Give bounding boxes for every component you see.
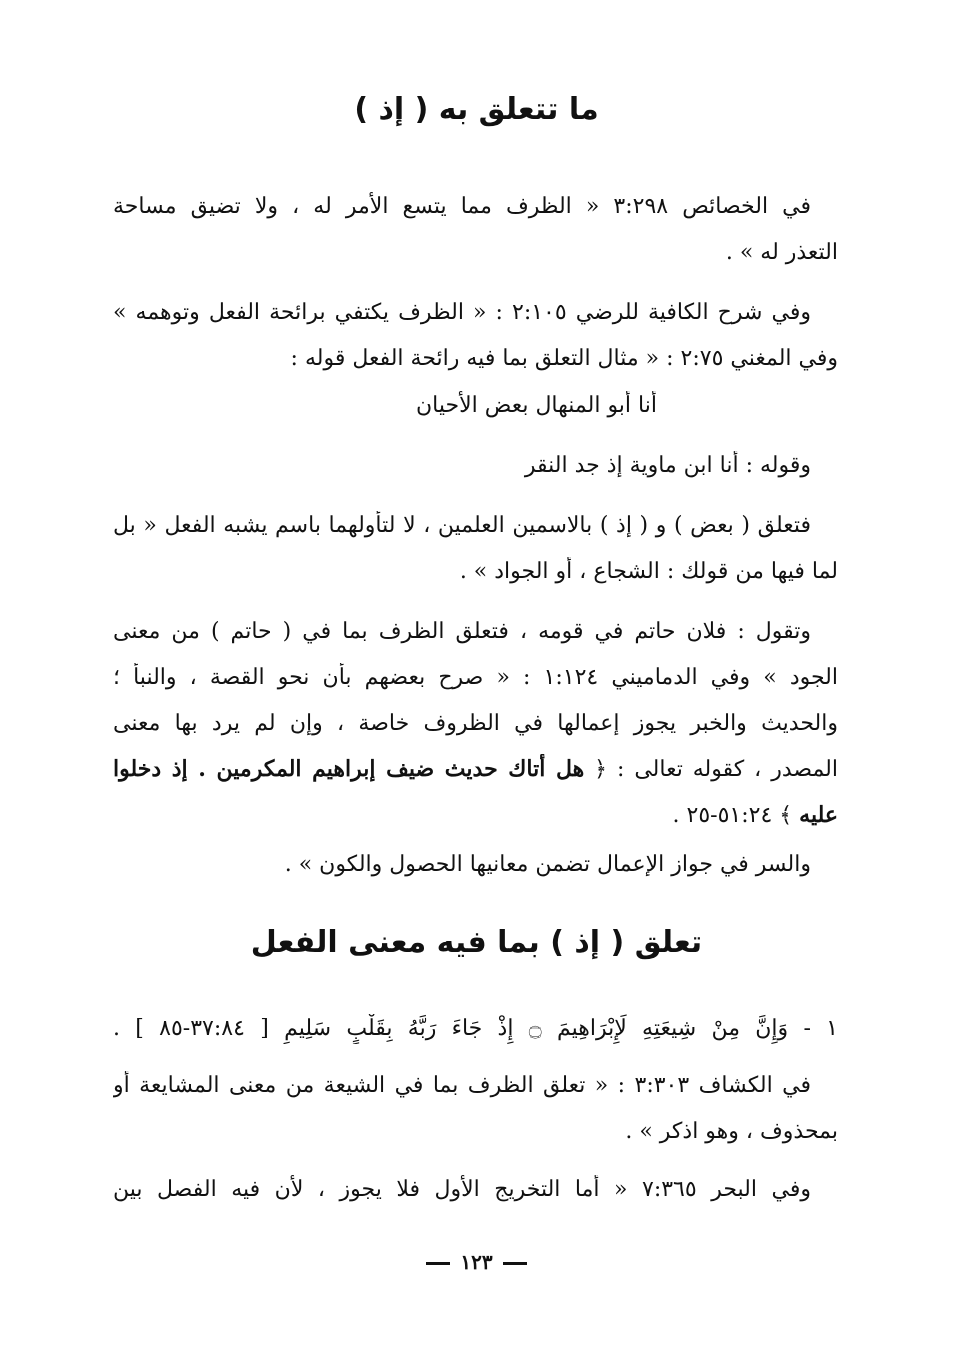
page-number-text: ١٢٣ [460, 1250, 493, 1274]
section-heading: ما تتعلق به ( إذ ) [354, 92, 599, 127]
text-run: ﴾ ٥١:٢٤-٢٥ . [672, 803, 793, 828]
paragraph-line: وتقول : فلان حاتم في قومه ، فتعلق الظرف بما في ( حاتم ) من معنى [113, 619, 811, 644]
paragraph-line: في الخصائص ٣:٢٩٨ « الظرف مما يتسع الأمر له ، ولا تضيق مساحة [113, 194, 811, 219]
quran-verse-line: ١ - وَإِنَّ مِنْ شِيعَتِهِ لَإِبْرَاهِيمَ ۝ إِذْ جَاءَ رَبَّهُ بِقَلْبٍ سَلِيمٍ [ ٣٧:٨٤-٨٥ ] . [113, 1016, 838, 1041]
page-number [0, 1250, 953, 1274]
paragraph-line: والحديث والخبر يجوز إعمالها في الظروف خاصة ، وإن لم يرد بها معنى [113, 711, 838, 736]
verse-line: أنا أبو المنهال بعض الأحيان [416, 393, 657, 418]
paragraph-line [113, 800, 838, 831]
paragraph-line: وقوله : أنا ابن ماوية إذ جد النقر [524, 453, 811, 478]
paragraph-line: بمحذوف ، وهو اذكر » . [625, 1119, 838, 1144]
paragraph-line: وفي شرح الكافية للرضي ٢:١٠٥ : « الظرف يكتفي برائحة الفعل وتوهمه » [113, 300, 811, 325]
quran-quote: عليه [799, 802, 838, 828]
paragraph-line [113, 754, 838, 785]
paragraph-line: والسر في جواز الإعمال تضمن معانيها الحصول والكون » . [284, 852, 811, 877]
paragraph-line: وفي المغني ٢:٧٥ : « مثال التعلق بما فيه رائحة الفعل قوله : [290, 346, 838, 371]
page-number-dash [426, 1262, 450, 1265]
paragraph-line: التعذر له » . [725, 240, 838, 265]
page-number-dash [503, 1262, 527, 1265]
section-heading: تعلق ( إذ ) بما فيه معنى الفعل [250, 925, 703, 960]
paragraph-line: وفي البحر ٧:٣٦٥ « أما التخريج الأول فلا يجوز ، لأن فيه الفصل بين [113, 1177, 811, 1202]
paragraph-line: في الكشاف ٣:٣٠٣ : « تعلق الظرف بما في الشيعة من معنى المشايعة أو [113, 1073, 811, 1098]
quran-quote: هل أتاك حديث ضيف إبراهيم المكرمين . إذ دخلوا [113, 756, 585, 782]
paragraph-line: فتعلق ( بعض ) و ( إذ ) بالاسمين العلمين ، لا لتأولهما باسم يشبه الفعل « بل [113, 513, 811, 538]
paragraph-line: لما فيها من قولك : الشجاع ، أو الجواد » . [459, 559, 838, 584]
text-run: المصدر ، كقوله تعالى : ﴿ [594, 757, 838, 782]
paragraph-line: الجود » وفي الدماميني ١:١٢٤ : « صرح بعضهم بأن نحو القصة ، والنبأ ؛ [113, 665, 838, 690]
